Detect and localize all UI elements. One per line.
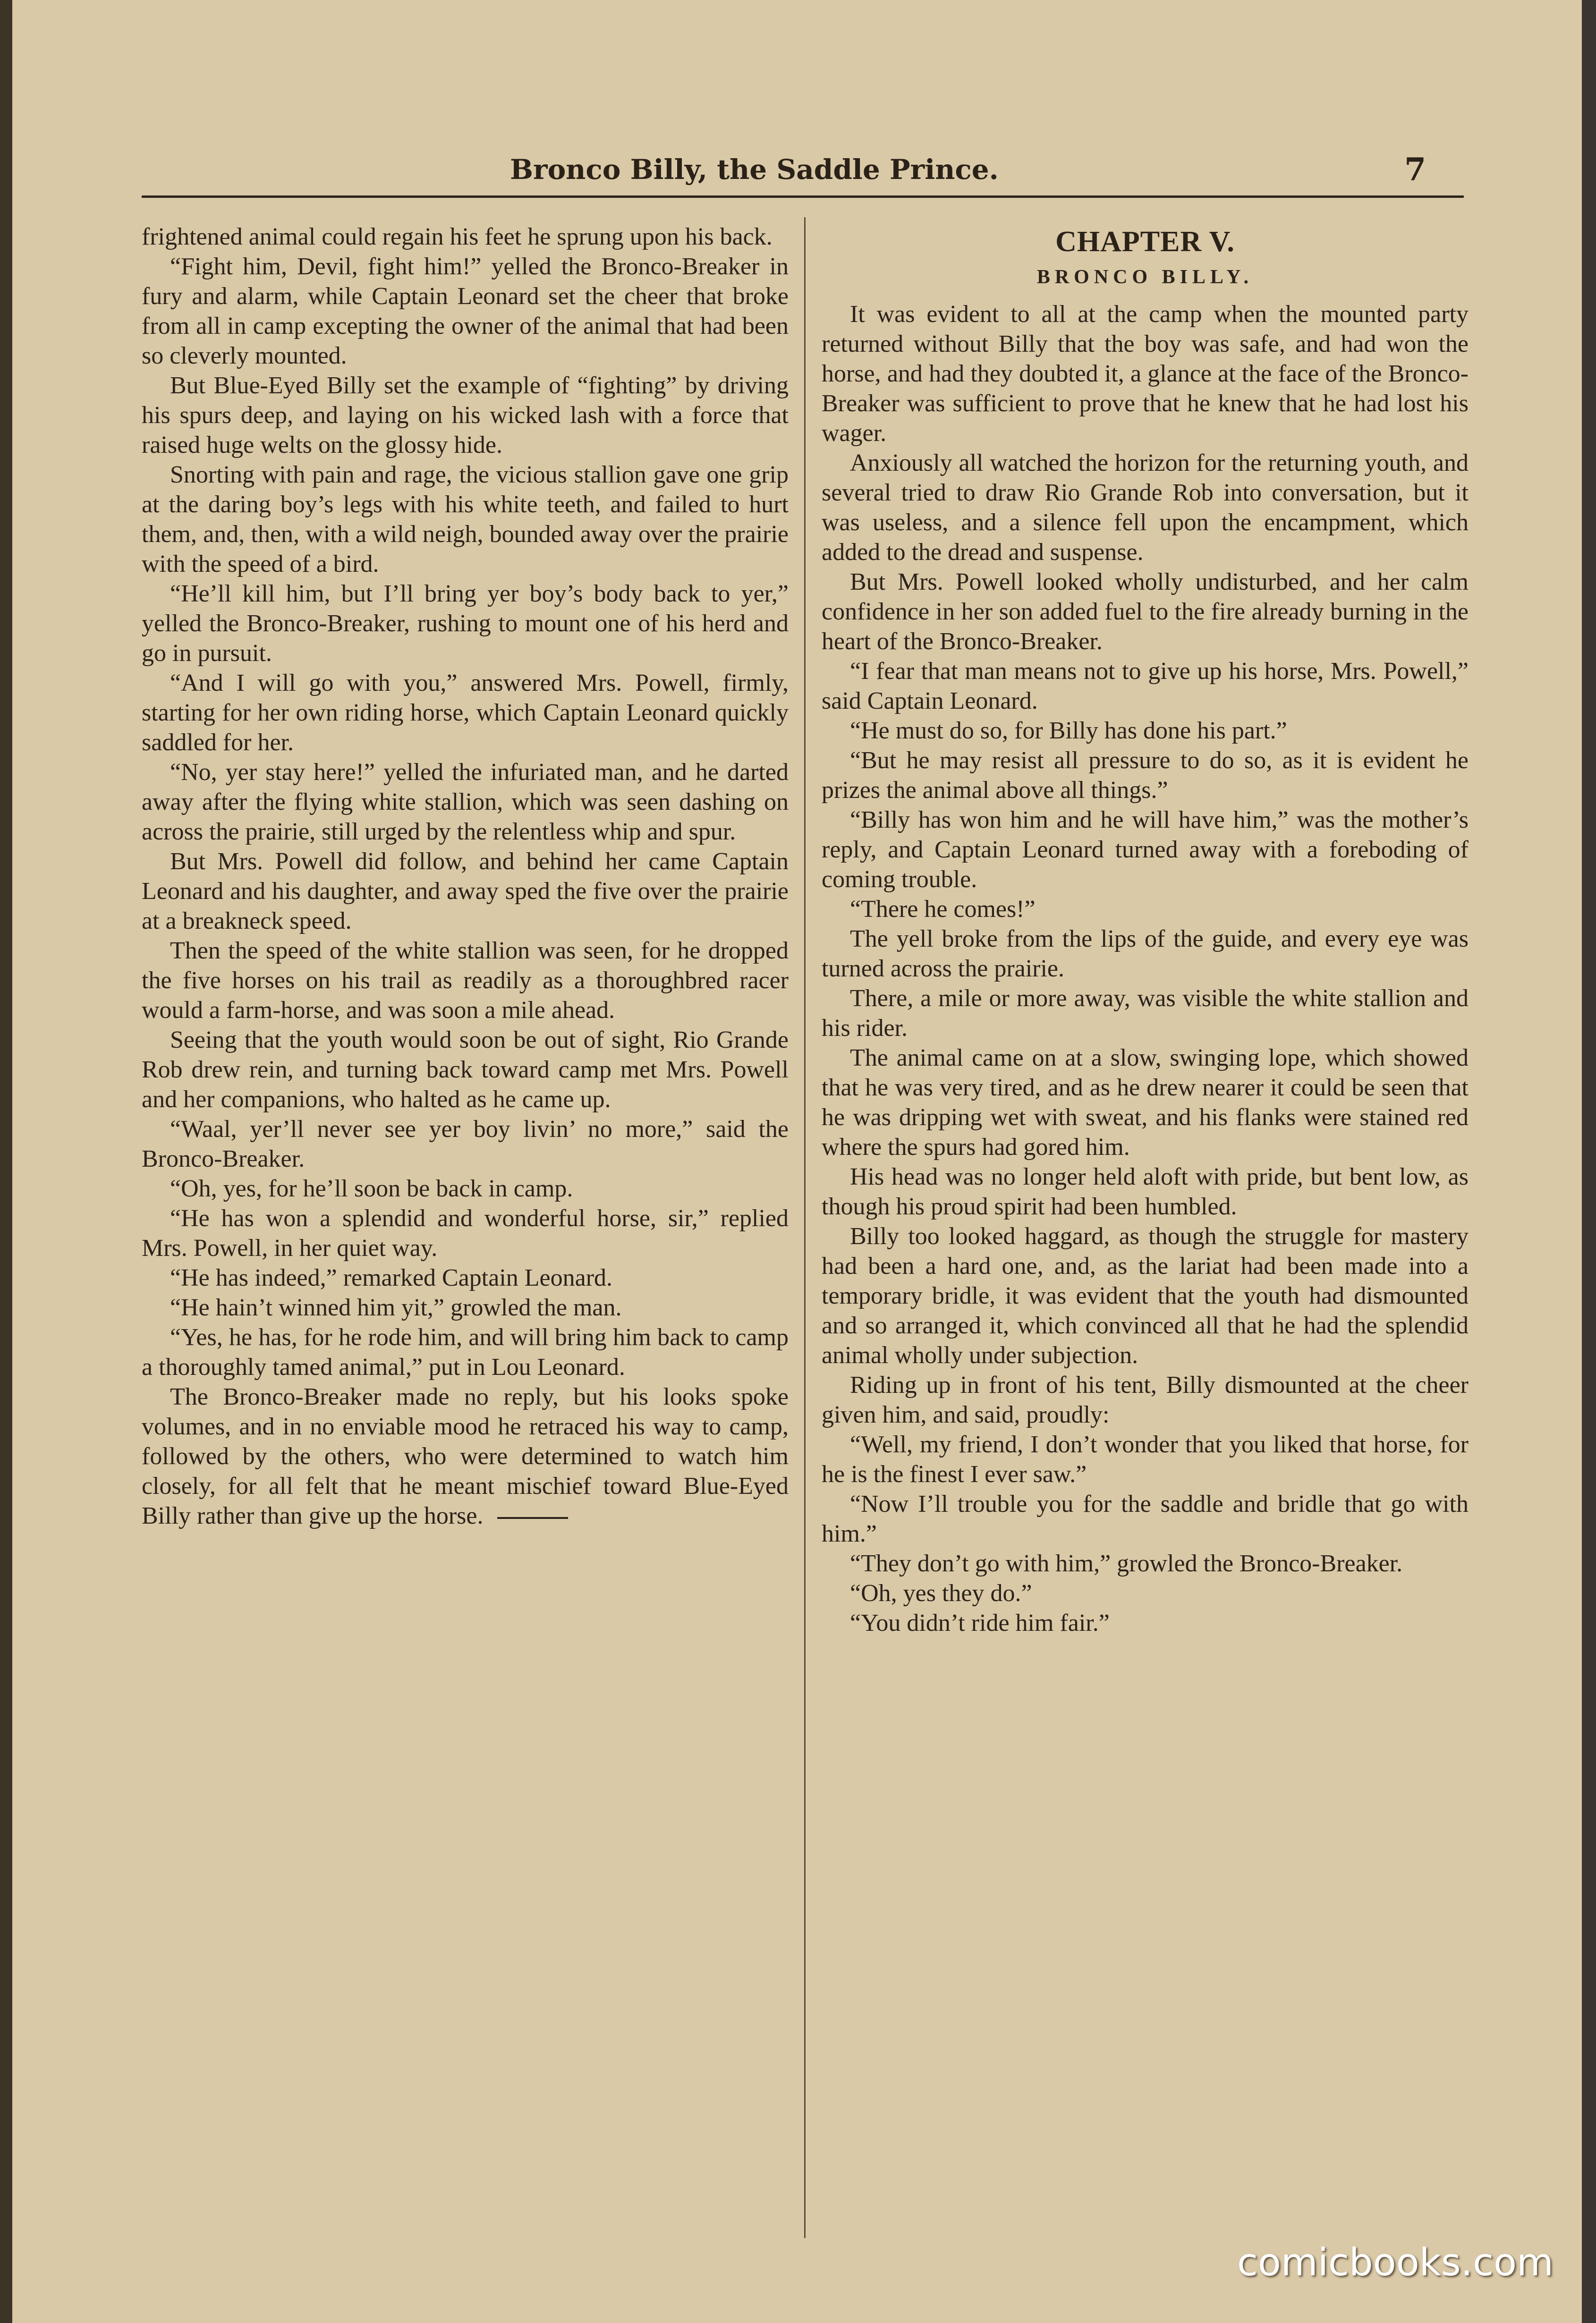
paragraph-text: The Bronco-Breaker made no reply, but his looks spoke volumes, and in no enviable mood he retraced his way to camp, followed by the others, who were determined to watch him closely, for all felt that he meant mischief toward Blue-Eyed Billy rather than give up the horse.	[142, 1383, 789, 1529]
section-end-rule	[497, 1517, 568, 1519]
paragraph: “He has indeed,” remarked Captain Leonard.	[170, 1264, 613, 1291]
page-number: 7	[1404, 151, 1426, 188]
running-title: Bronco Billy, the Saddle Prince.	[510, 153, 999, 186]
paragraph: “There he comes!”	[850, 896, 1036, 923]
paragraph: There, a mile or more away, was visible the white stallion and his rider.	[822, 985, 1469, 1042]
paragraph: The animal came on at a slow, swinging lope, which showed that he was very tired, and as he drew nearer it could be seen that he was dripping wet with sweat, and his flanks were stained red where the spurs had gored him.	[822, 1044, 1469, 1161]
paragraph: Riding up in front of his tent, Billy dismounted at the cheer given him, and said, proudly:	[822, 1372, 1469, 1428]
paragraph: “Billy has won him and he will have him,” was the mother’s reply, and Captain Leonard turned away with a foreboding of coming trouble.	[822, 806, 1469, 893]
paragraph: “No, yer stay here!” yelled the infuriated man, and he darted away after the flying white stallion, which was seen dashing on across the prairie, still urged by the relentless whip and spur.	[142, 759, 789, 845]
paragraph: It was evident to all at the camp when the mounted party returned without Billy that the boy was safe, and had won the horse, and had they doubted it, a glance at the face of the Bronco-Breaker was sufficient to prove that he knew that he had lost his wager.	[822, 301, 1469, 447]
paragraph: “Well, my friend, I don’t wonder that you liked that horse, for he is the finest I ever saw.”	[822, 1431, 1469, 1488]
paragraph: But Mrs. Powell did follow, and behind her came Captain Leonard and his daughter, and away sped the five over the prairie at a breakneck speed.	[142, 848, 789, 934]
last-paragraph	[142, 1382, 789, 1531]
paragraph: “And I will go with you,” answered Mrs. Powell, firmly, starting for her own riding horse, which Captain Leonard quickly saddled for her.	[142, 670, 789, 756]
chapter-subtitle: BRONCO BILLY.	[1036, 266, 1254, 288]
paragraph: “He’ll kill him, but I’ll bring yer boy’s body back to yer,” yelled the Bronco-Breaker, rushing to mount one of his herd and go in pursuit.	[142, 580, 789, 667]
paragraph: “Waal, yer’ll never see yer boy livin’ no more,” said the Bronco-Breaker.	[142, 1116, 789, 1172]
paragraph: “You didn’t ride him fair.”	[850, 1610, 1110, 1636]
page-header	[142, 142, 1464, 198]
paragraph: frightened animal could regain his feet he sprung upon his back.	[142, 223, 773, 250]
header-rule	[142, 195, 1464, 198]
paragraph: “Oh, yes they do.”	[850, 1580, 1032, 1607]
paragraph: “He must do so, for Billy has done his part.”	[850, 717, 1287, 744]
column-divider	[804, 217, 806, 2238]
adjacent-page-edge	[0, 0, 12, 2323]
paragraph: His head was no longer held aloft with pride, but bent low, as though his proud spirit had been humbled.	[822, 1163, 1469, 1220]
paragraph: But Blue-Eyed Billy set the example of “fighting” by driving his spurs deep, and laying on his wicked lash with a force that raised huge welts on the glossy hide.	[142, 372, 789, 458]
paragraph: “Fight him, Devil, fight him!” yelled the Bronco-Breaker in fury and alarm, while Captain Leonard set the cheer that broke from all in camp excepting the owner of the animal that had been so cleverly mounted.	[142, 253, 789, 369]
paragraph: But Mrs. Powell looked wholly undisturbed, and her calm confidence in her son added fuel to the fire already burning in the heart of the Bronco-Breaker.	[822, 568, 1469, 655]
paragraph: “Now I’ll trouble you for the saddle and bridle that go with him.”	[822, 1491, 1469, 1547]
watermark: comicbooks.com	[1237, 2240, 1554, 2284]
paragraph: Seeing that the youth would soon be out of sight, Rio Grande Rob drew rein, and turning back toward camp met Mrs. Powell and her companions, who halted as he came up.	[142, 1026, 789, 1113]
paragraph: “He has won a splendid and wonderful horse, sir,” replied Mrs. Powell, in her quiet way.	[142, 1205, 789, 1262]
paragraph: The yell broke from the lips of the guide, and every eye was turned across the prairie.	[822, 925, 1469, 982]
binding-edge	[1582, 0, 1596, 2323]
paragraph: Billy too looked haggard, as though the struggle for mastery had been a hard one, and, as the lariat had been made into a temporary bridle, it was evident that the youth had dismounted and so arranged it, which convinced all that he had the splendid animal wholly under subjection.	[822, 1223, 1469, 1369]
paragraph: “But he may resist all pressure to do so, as it is evident he prizes the animal above all things.”	[822, 747, 1469, 804]
paragraph: “I fear that man means not to give up his horse, Mrs. Powell,” said Captain Leonard.	[822, 658, 1469, 714]
paragraph: Then the speed of the white stallion was seen, for he dropped the five horses on his trail as readily as a thoroughbred racer would a farm-horse, and was soon a mile ahead.	[142, 937, 789, 1024]
paragraph: “Oh, yes, for he’ll soon be back in camp.	[170, 1175, 573, 1202]
chapter-title: CHAPTER V.	[1055, 226, 1235, 258]
left-column	[142, 222, 789, 1531]
paragraph: “He hain’t winned him yit,” growled the man.	[170, 1294, 622, 1321]
paragraph: Anxiously all watched the horizon for the returning youth, and several tried to draw Rio Grande Rob into conversation, but it was useless, and a silence fell upon the encampment, which added to the dread and suspense.	[822, 449, 1469, 566]
paragraph: Snorting with pain and rage, the vicious stallion gave one grip at the daring boy’s legs with his white teeth, and failed to hurt them, and, then, with a wild neigh, bounded away over the prairie with the speed of a bird.	[142, 461, 789, 577]
paragraph: “They don’t go with him,” growled the Bronco-Breaker.	[850, 1550, 1403, 1577]
paragraph: “Yes, he has, for he rode him, and will bring him back to camp a thoroughly tamed animal,” put in Lou Leonard.	[142, 1324, 789, 1381]
right-column	[822, 222, 1469, 1638]
